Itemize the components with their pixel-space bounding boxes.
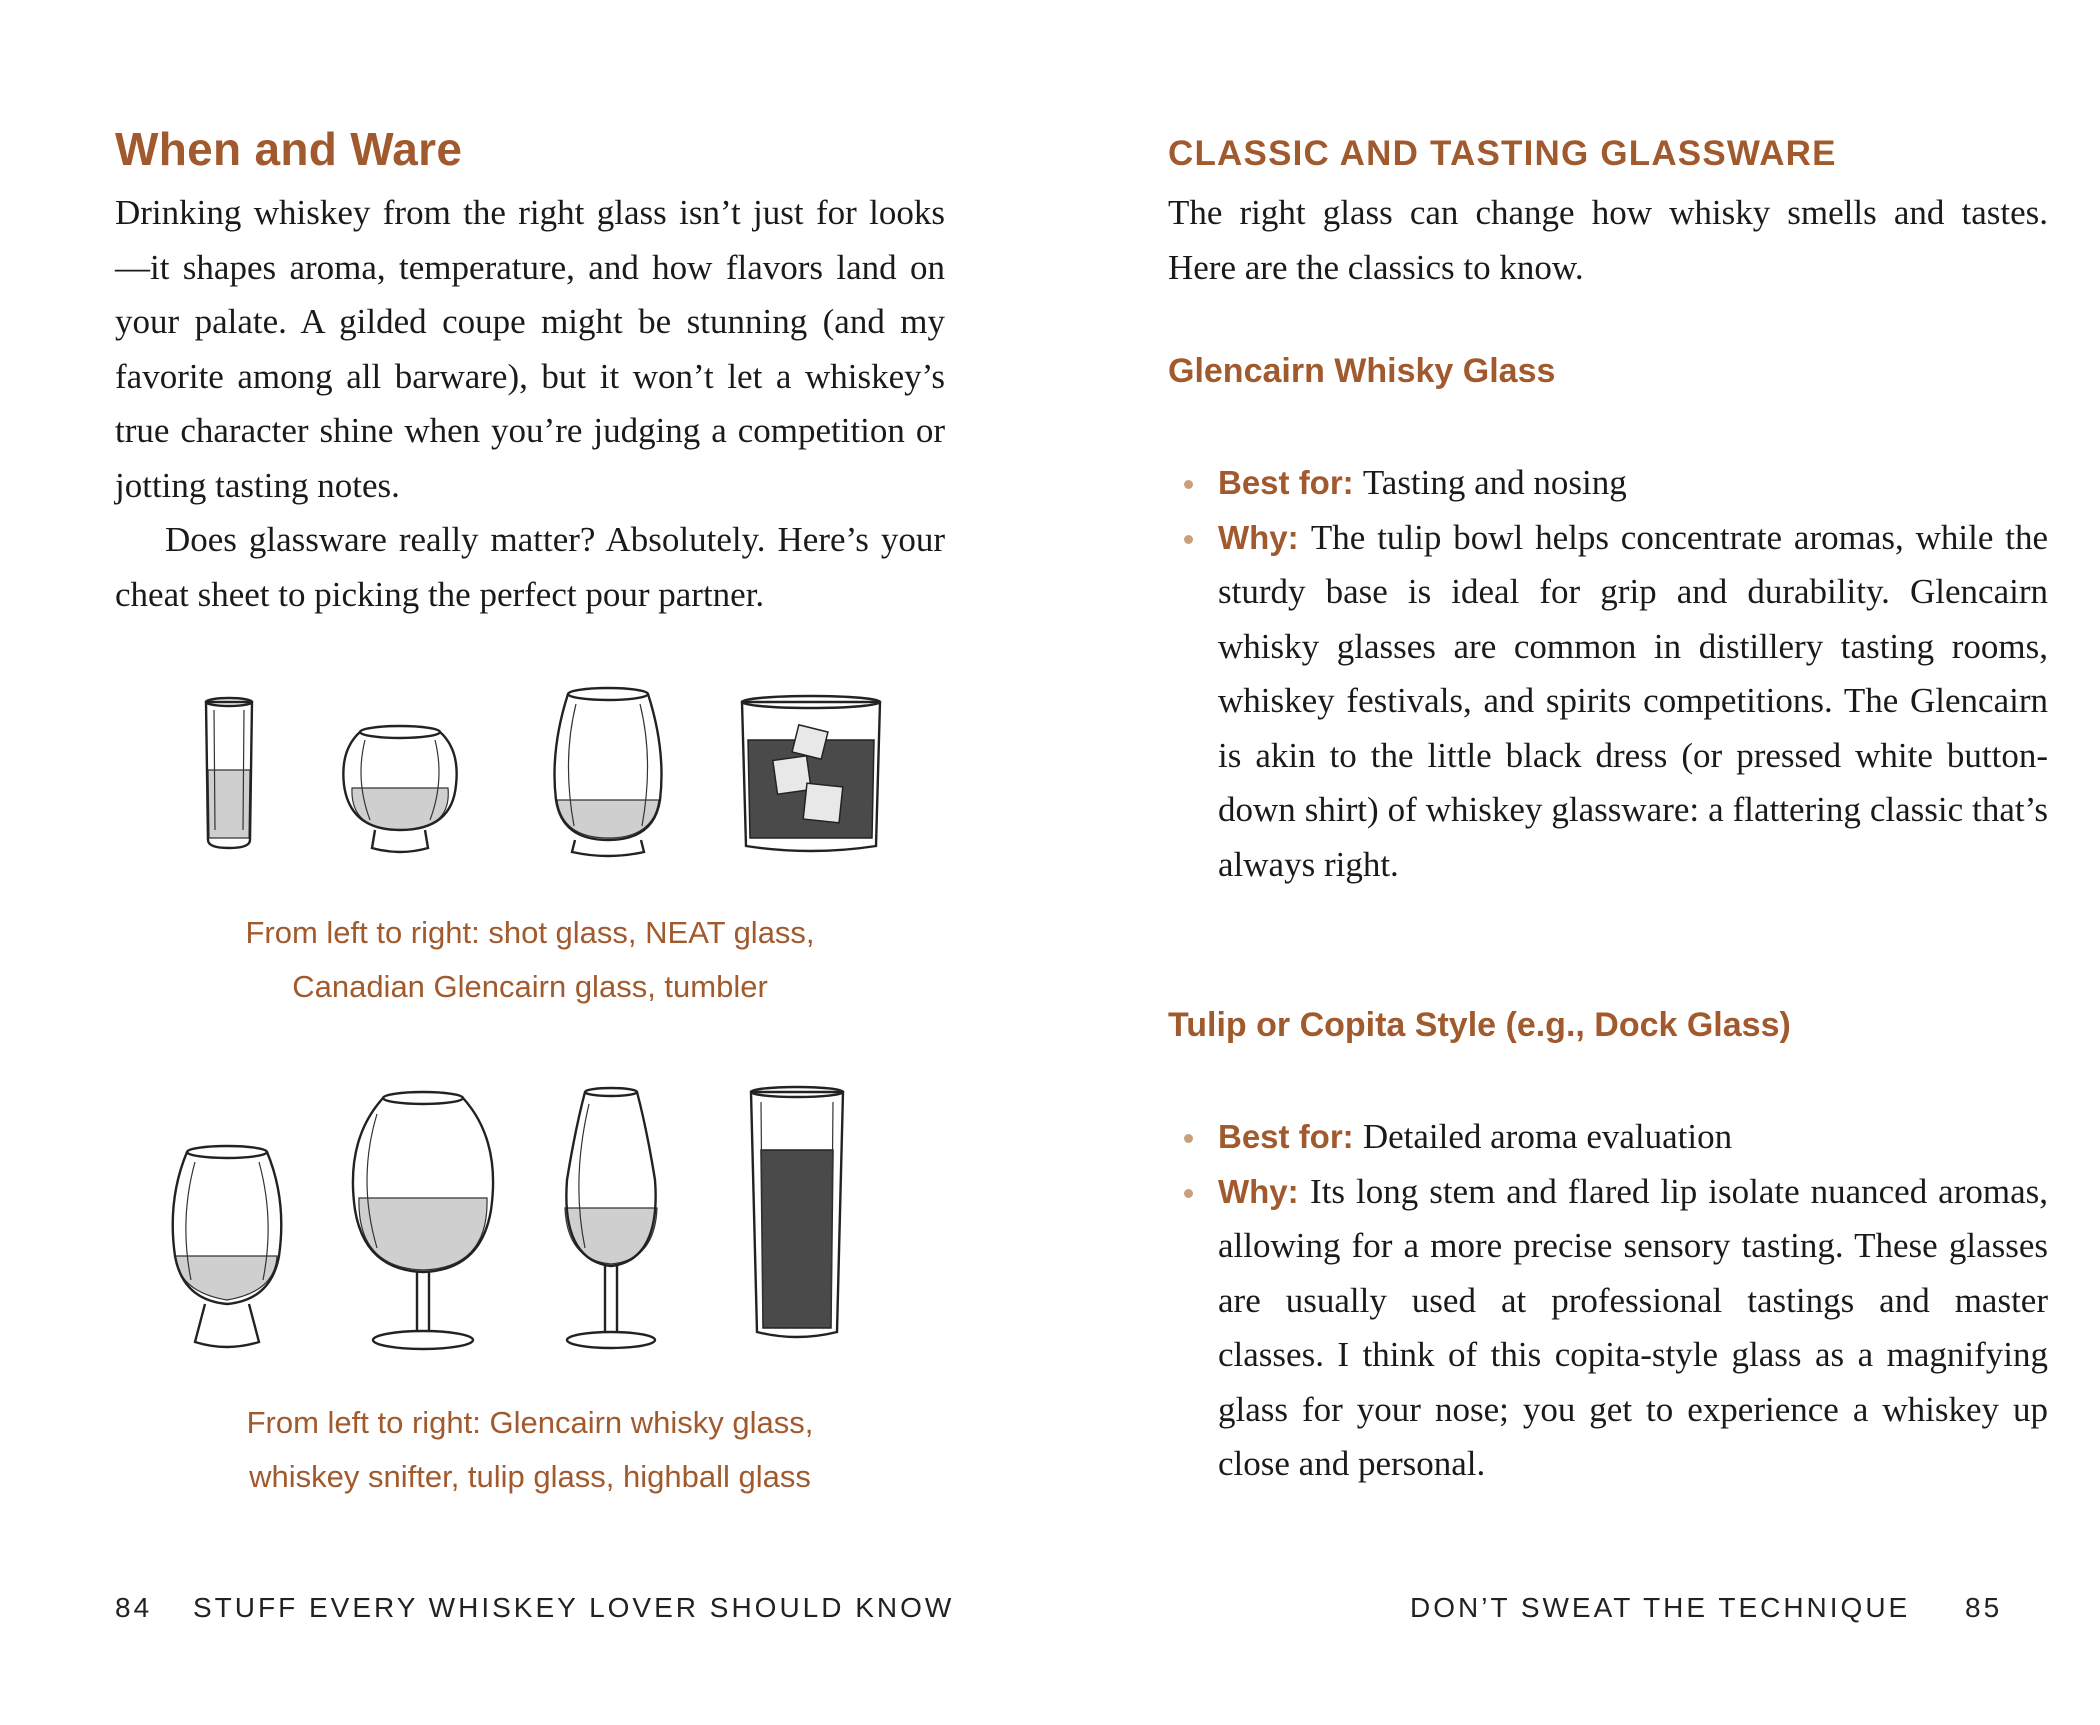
- bullet-label: Best for:: [1218, 1118, 1363, 1155]
- intro-text: [115, 186, 945, 622]
- shot-glass-icon: [206, 698, 252, 848]
- glencairn-subheading: Glencairn Whisky Glass: [1168, 352, 1556, 390]
- section-heading: CLASSIC AND TASTING GLASSWARE: [1168, 134, 1837, 173]
- bullet-icon: [1184, 480, 1193, 489]
- glassware-figure-2: [165, 1080, 885, 1360]
- tulip-bullet-list: [1168, 1110, 2048, 1492]
- whiskey-snifter-icon: [353, 1092, 493, 1349]
- list-item: [1168, 511, 2048, 893]
- right-page: [1050, 0, 2100, 1725]
- highball-glass-icon: [751, 1087, 843, 1337]
- intro-paragraph: The right glass can change how whisky smells and tastes. Here are the classics to know.: [1168, 193, 2048, 287]
- section-intro: [1168, 186, 2048, 295]
- bullet-icon: [1184, 535, 1193, 544]
- page-heading: When and Ware: [115, 123, 463, 175]
- bullet-text: Its long stem and flared lip isolate nuanced aromas, allowing for a more precise sensory tasting. These glasses are usually used at professional tastings and master classes. I think of this copita-style glass as a magnifying glass for your nose; you get to experience a whiskey up close and personal.: [1218, 1171, 2048, 1483]
- bullet-label: Why:: [1218, 518, 1311, 556]
- bullet-text: The tulip bowl helps concentrate aromas, while the sturdy base is ideal for grip and durability. Glencairn whisky glasses are common in distillery tasting rooms, whiskey festivals, and spirits competitions. The Glencairn is akin to the little black dress (or pressed white button-down shirt) of whiskey glassware: a flattering classic that’s always right.: [1218, 517, 2048, 884]
- tumbler-icon: [742, 696, 880, 851]
- bullet-label: Why:: [1218, 1172, 1311, 1210]
- bullet-icon: [1184, 1134, 1193, 1143]
- page-number-left: 84: [115, 1592, 153, 1623]
- bullet-label: Best for:: [1218, 464, 1363, 501]
- bullet-text: Tasting and nosing: [1362, 463, 1627, 502]
- list-item: [1168, 1165, 2048, 1492]
- figure-1-caption-line-1: From left to right: shot glass, NEAT glass,: [245, 915, 815, 950]
- running-head-left: STUFF EVERY WHISKEY LOVER SHOULD KNOW: [193, 1592, 955, 1623]
- figure-1-caption-line-2: Canadian Glencairn glass, tumbler: [292, 969, 768, 1004]
- running-head-right: DON’T SWEAT THE TECHNIQUE: [1410, 1592, 1911, 1623]
- tulip-subheading: Tulip or Copita Style (e.g., Dock Glass): [1168, 1006, 1791, 1044]
- glassware-figure-1: [190, 680, 890, 860]
- paragraph-1: Drinking whiskey from the right glass isn’t just for looks—it shapes aroma, temperature, and how flavors land on your palate. A gilded coupe might be stunning (and my favorite among all barware), but it won’t let a whiskey’s true character shine when you’re judging a competition or jotting tasting notes.: [115, 193, 945, 505]
- glencairn-bullet-list: [1168, 456, 2048, 892]
- list-item: [1168, 456, 2048, 511]
- glencairn-whisky-glass-icon: [173, 1146, 282, 1347]
- tulip-glass-icon: [565, 1088, 657, 1348]
- figure-2-caption-line-1: From left to right: Glencairn whisky glass,: [246, 1405, 814, 1440]
- canadian-glencairn-glass-icon: [555, 688, 662, 856]
- list-item: [1168, 1110, 2048, 1165]
- figure-1-caption: [115, 906, 945, 1014]
- page-number-right: 85: [1965, 1592, 2003, 1623]
- bullet-icon: [1184, 1189, 1193, 1198]
- figure-2-caption: [115, 1396, 945, 1504]
- figure-2-caption-line-2: whiskey snifter, tulip glass, highball glass: [249, 1459, 811, 1494]
- paragraph-2: Does glassware really matter? Absolutely. Here’s your cheat sheet to picking the perfect pour partner.: [115, 520, 945, 614]
- bullet-text: Detailed aroma evaluation: [1362, 1117, 1733, 1156]
- neat-glass-icon: [343, 726, 456, 852]
